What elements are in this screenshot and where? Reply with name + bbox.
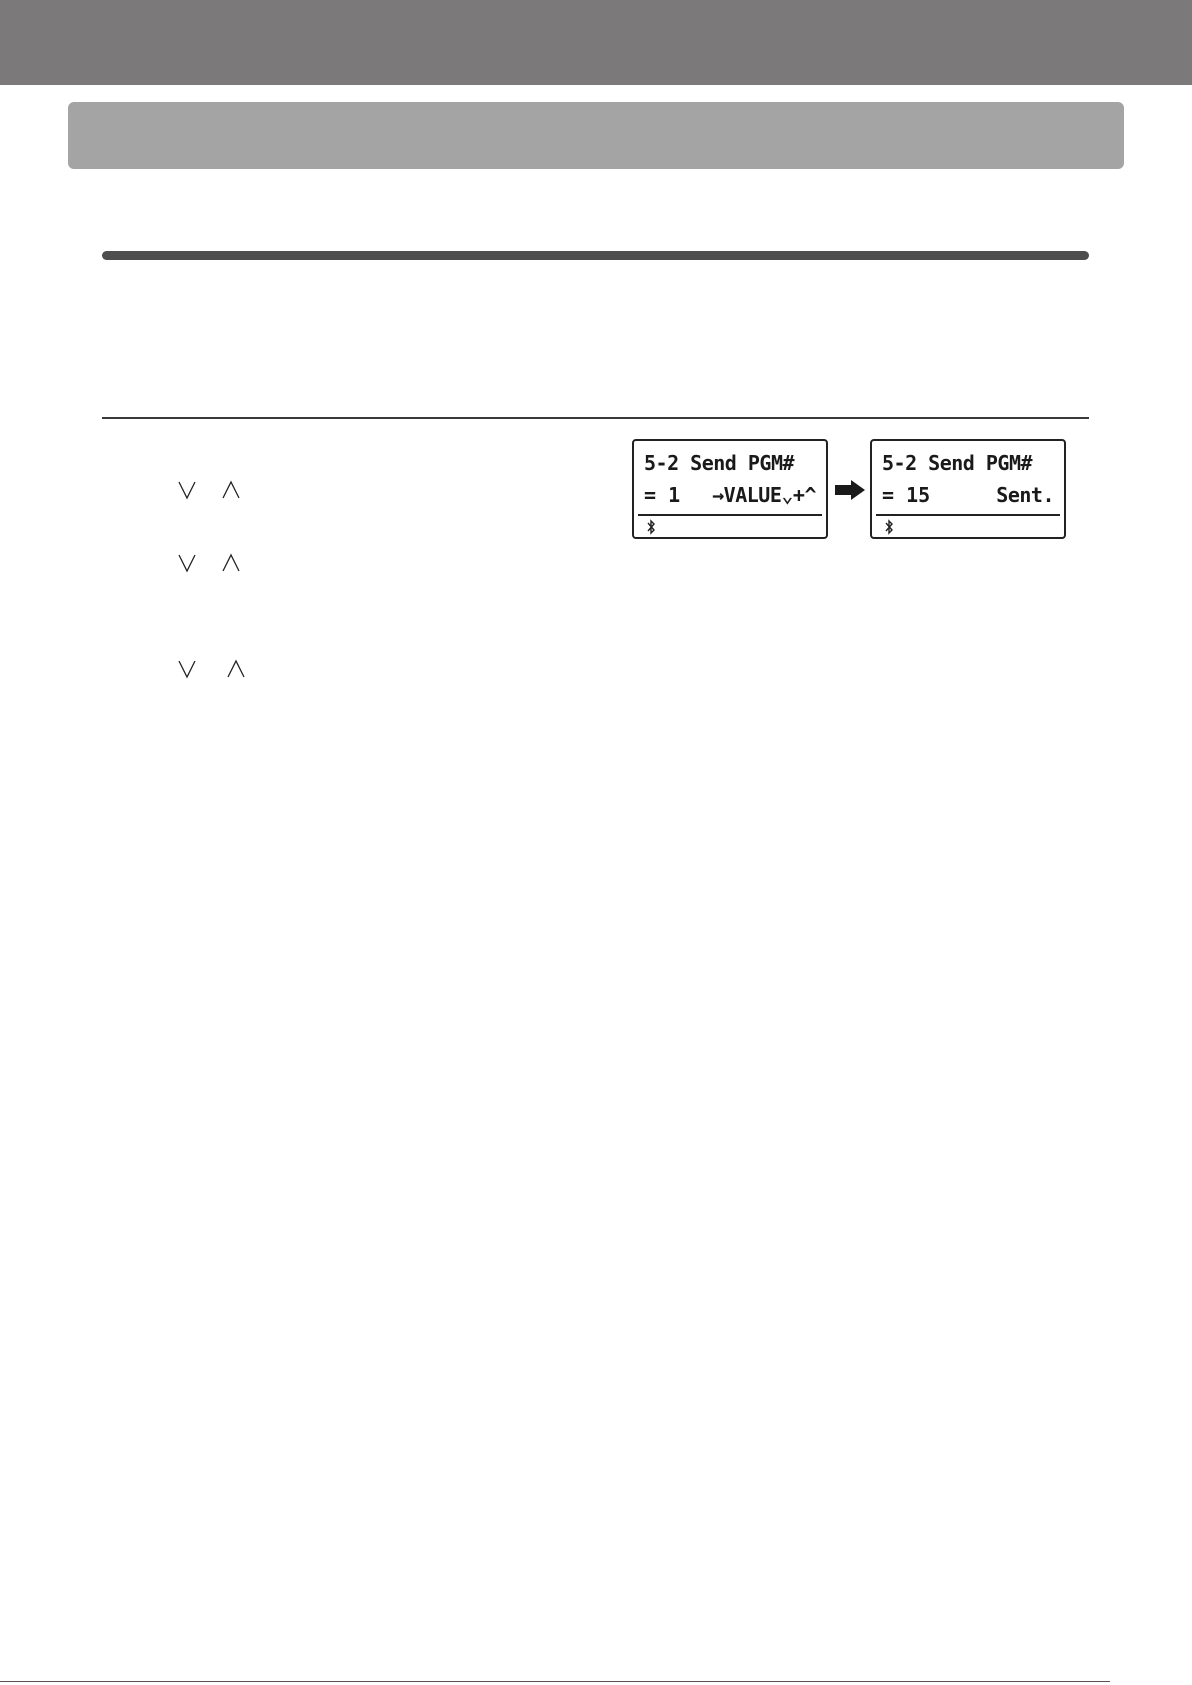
footer-rule — [0, 1681, 1110, 1682]
chevron-up-icon — [223, 482, 239, 498]
chevron-down-icon — [179, 482, 195, 498]
lcd-divider — [638, 514, 822, 516]
subsection-divider — [102, 417, 1089, 419]
chevron-down-icon — [179, 661, 195, 677]
lcd-value: = 1 — [644, 483, 681, 507]
step-2-value-buttons — [178, 552, 248, 574]
chevron-up-icon — [223, 555, 239, 571]
header-band — [0, 0, 1192, 85]
chevron-up-icon — [228, 661, 244, 677]
lcd-display-after — [870, 439, 1066, 539]
lcd-display-before — [632, 439, 828, 539]
lcd-menu-title: 5-2 Send PGM# — [644, 451, 795, 475]
lcd-menu-title: 5-2 Send PGM# — [882, 451, 1033, 475]
page-title-bar — [68, 102, 1124, 169]
arrow-right-icon — [835, 480, 865, 500]
lcd-status: Sent. — [996, 483, 1054, 507]
chevron-down-icon — [179, 555, 195, 571]
bluetooth-icon — [646, 519, 656, 535]
step-1-value-buttons — [178, 479, 248, 501]
section-divider — [102, 251, 1089, 260]
bluetooth-icon — [884, 519, 894, 535]
lcd-value: = 15 — [882, 483, 931, 507]
lcd-divider — [876, 514, 1060, 516]
lcd-hint: →VALUE⌄+^ — [712, 483, 816, 507]
step-3-value-buttons — [178, 658, 254, 680]
